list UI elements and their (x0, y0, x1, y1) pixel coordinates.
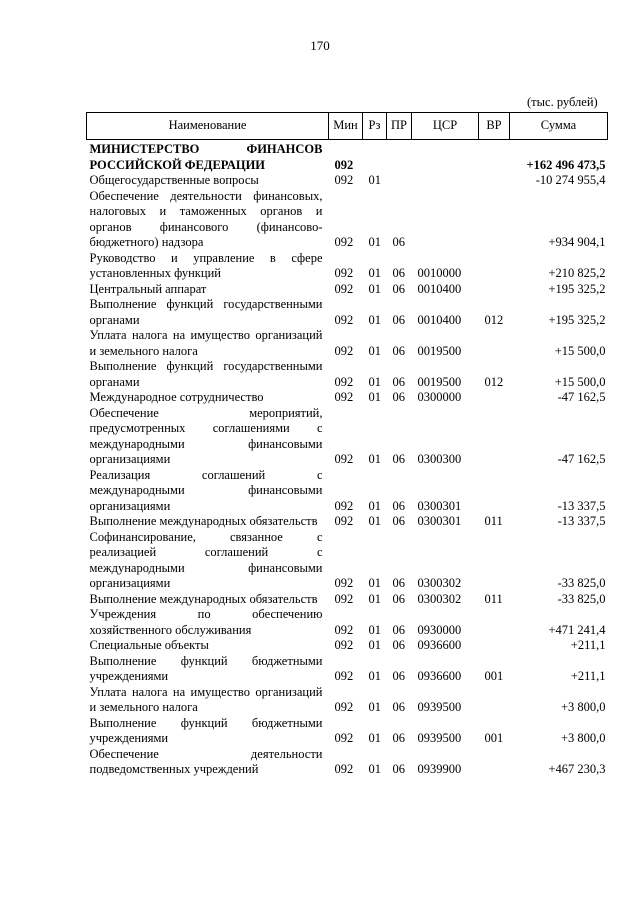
table-cell-name: Уплата налога на имущество организаций и земельного налога (89, 328, 323, 358)
table-cell-name: Реализация соглашений с международными финансовыми организациями (89, 467, 323, 513)
page-number: 170 (310, 38, 330, 53)
table-body (87, 140, 608, 778)
table-cell-vr: 001 (484, 669, 504, 683)
budget-table (86, 112, 608, 778)
table-cell-sum: -33 825,0 (557, 576, 606, 590)
table-cell-min: 092 (334, 173, 354, 187)
table-cell-rz: 01 (368, 514, 381, 528)
table-row (87, 390, 608, 406)
table-cell-rz: 01 (368, 638, 381, 652)
table-cell-min: 092 (334, 700, 354, 714)
table-row (87, 251, 608, 282)
table-cell-name: Выполнение функций государственными органами (89, 359, 323, 389)
table-row (87, 530, 608, 592)
table-cell-sum: +15 500,0 (554, 343, 606, 358)
table-cell-pr: 06 (392, 762, 405, 776)
table-cell-name: Выполнение международных обязательств (89, 514, 318, 528)
table-row (87, 297, 608, 328)
table-cell-sum: +211,1 (570, 638, 606, 652)
table-cell-sum: -47 162,5 (557, 390, 606, 404)
table-cell-pr: 06 (392, 576, 405, 590)
table-cell-min: 092 (334, 452, 354, 466)
table-cell-sum: +3 800,0 (560, 731, 606, 745)
table-cell-csr: 0300300 (417, 452, 462, 466)
table-cell-csr: 0010400 (417, 312, 462, 327)
table-cell-rz: 01 (368, 700, 381, 714)
table-cell-sum: +211,1 (570, 669, 606, 683)
table-cell-rz: 01 (368, 343, 381, 358)
table-cell-csr: 0939500 (417, 731, 462, 745)
table-cell-rz: 01 (368, 374, 381, 389)
table-cell-pr: 06 (392, 312, 405, 327)
table-cell-min: 092 (334, 390, 354, 404)
table-cell-name: Специальные объекты (89, 638, 209, 652)
table-cell-pr: 06 (392, 266, 405, 280)
table-cell-name: Уплата налога на имущество организаций и земельного налога (89, 684, 323, 714)
table-cell-name: Учреждения по обеспечению хозяйственного обслуживания (89, 607, 323, 637)
table-row (87, 607, 608, 638)
table-cell-name: Выполнение функций бюджетными учреждениями (89, 715, 323, 745)
table-cell-sum: +162 496 473,5 (526, 157, 606, 172)
table-cell-vr (479, 328, 510, 359)
header-vr: ВР (479, 113, 510, 140)
table-row (87, 514, 608, 530)
table-cell-min: 092 (334, 235, 354, 249)
table-cell-name: Обеспечение деятельности финансовых, налоговых и таможенных органов и органов финансового (финансово-бюджетного) надзора (89, 188, 323, 249)
table-cell-rz: 01 (368, 390, 381, 404)
table-cell-pr (387, 173, 412, 189)
table-cell-name: Обеспечение мероприятий, предусмотренных соглашениями с международными финансовыми организациями (89, 405, 323, 466)
table-cell-min: 092 (334, 591, 354, 606)
table-cell-sum: +934 904,1 (548, 235, 606, 249)
header-min: Мин (329, 113, 363, 140)
table-cell-name: Общегосударственные вопросы (89, 173, 259, 187)
table-cell-pr: 06 (392, 452, 405, 466)
table-cell-pr: 06 (392, 514, 405, 528)
table-cell-pr: 06 (392, 669, 405, 683)
table-cell-rz: 01 (368, 498, 381, 513)
table-cell-rz: 01 (368, 173, 381, 187)
table-cell-csr (412, 173, 479, 189)
table-row (87, 716, 608, 747)
table-cell-csr: 0300000 (417, 390, 462, 404)
table-cell-vr (479, 685, 510, 716)
table-cell-vr: 001 (484, 731, 504, 745)
table-row (87, 747, 608, 778)
table-cell-min: 092 (334, 731, 354, 745)
table-cell-pr: 06 (392, 281, 405, 296)
table-cell-pr: 06 (392, 374, 405, 389)
table-cell-sum: -10 274 955,4 (535, 173, 606, 187)
table-cell-vr: 012 (484, 374, 504, 389)
header-rz: Рз (363, 113, 387, 140)
table-cell-sum: +210 825,2 (548, 266, 606, 280)
table-cell-csr: 0300302 (417, 576, 462, 590)
table-cell-sum: +195 325,2 (548, 312, 606, 327)
table-row (87, 359, 608, 390)
table-cell-rz: 01 (368, 622, 381, 637)
table-cell-vr (479, 189, 510, 251)
table-cell-pr (387, 140, 412, 174)
table-cell-sum: -47 162,5 (557, 452, 606, 466)
table-row (87, 406, 608, 468)
table-cell-csr: 0936600 (417, 638, 462, 652)
table-cell-csr: 0010000 (417, 266, 462, 280)
table-cell-csr (412, 140, 479, 174)
table-cell-vr (479, 468, 510, 515)
table-cell-csr: 0010400 (417, 281, 462, 296)
table-cell-sum: -13 337,5 (557, 514, 606, 528)
table-cell-name: Софинансирование, связанное с реализацией соглашений с международными финансовыми организациями (89, 529, 323, 590)
table-cell-vr (479, 638, 510, 654)
table-cell-sum: -13 337,5 (557, 498, 606, 513)
table-cell-csr: 0930000 (417, 622, 462, 637)
table-cell-name: Выполнение функций государственными органами (89, 297, 323, 327)
header-sum: Сумма (510, 113, 608, 140)
table-cell-min: 092 (334, 576, 354, 590)
table-cell-min: 092 (334, 343, 354, 358)
table-cell-vr (479, 140, 510, 174)
table-cell-pr: 06 (392, 343, 405, 358)
table-cell-pr: 06 (392, 700, 405, 714)
table-row (87, 638, 608, 654)
table-cell-csr: 0300302 (417, 591, 462, 606)
table-cell-pr: 06 (392, 622, 405, 637)
table-cell-min: 092 (334, 498, 354, 513)
table-cell-name: Международное сотрудничество (89, 390, 264, 404)
table-cell-vr (479, 173, 510, 189)
table-cell-rz: 01 (368, 669, 381, 683)
table-cell-csr: 0019500 (417, 343, 462, 358)
table-row (87, 140, 608, 174)
table-cell-name: МИНИСТЕРСТВО ФИНАНСОВ РОССИЙСКОЙ ФЕДЕРАЦИИ (89, 142, 323, 172)
table-cell-rz: 01 (368, 312, 381, 327)
table-cell-min: 092 (334, 669, 354, 683)
table-cell-rz (363, 140, 387, 174)
table-cell-pr: 06 (392, 498, 405, 513)
table-cell-rz: 01 (368, 762, 381, 776)
table-cell-name: Руководство и управление в сфере установленных функций (89, 250, 323, 280)
table-cell-rz: 01 (368, 266, 381, 280)
table-cell-min: 092 (334, 514, 354, 528)
table-row (87, 173, 608, 189)
table-cell-pr: 06 (392, 731, 405, 745)
table-cell-rz: 01 (368, 591, 381, 606)
header-csr: ЦСР (412, 113, 479, 140)
table-cell-vr (479, 251, 510, 282)
table-cell-min: 092 (334, 762, 354, 776)
table-cell-vr: 011 (484, 514, 503, 528)
table-cell-csr: 0300301 (417, 498, 462, 513)
table-cell-vr: 011 (484, 591, 503, 606)
table-cell-sum: +15 500,0 (554, 374, 606, 389)
table-header-row (87, 113, 608, 140)
table-cell-min: 092 (334, 266, 354, 280)
table-cell-csr: 0019500 (417, 374, 462, 389)
table-cell-vr (479, 530, 510, 592)
table-cell-sum: +3 800,0 (560, 700, 606, 714)
table-cell-vr (479, 747, 510, 778)
table-cell-sum: +467 230,3 (548, 762, 606, 776)
table-cell-vr (479, 607, 510, 638)
table-cell-sum: +471 241,4 (548, 622, 606, 637)
units-label: (тыс. рублей) (527, 95, 598, 109)
header-name: Наименование (87, 113, 329, 140)
table-cell-vr (479, 282, 510, 298)
table-cell-rz: 01 (368, 731, 381, 745)
table-cell-pr: 06 (392, 591, 405, 606)
table-cell-name: Центральный аппарат (89, 281, 207, 296)
table-cell-vr (479, 390, 510, 406)
table-cell-csr (412, 189, 479, 251)
table-cell-name: Выполнение функций бюджетными учреждениями (89, 653, 323, 683)
table-row (87, 189, 608, 251)
table-cell-min: 092 (334, 622, 354, 637)
table-cell-csr: 0939500 (417, 700, 462, 714)
table-cell-pr: 06 (392, 390, 405, 404)
table-row (87, 685, 608, 716)
table-row (87, 592, 608, 608)
header-pr: ПР (387, 113, 412, 140)
table-cell-csr: 0939900 (417, 762, 462, 776)
table-cell-rz: 01 (368, 281, 381, 296)
table-cell-csr: 0300301 (417, 514, 462, 528)
table-cell-sum: -33 825,0 (557, 591, 606, 606)
table-cell-vr (479, 406, 510, 468)
table-cell-min: 092 (334, 157, 354, 172)
table-row (87, 328, 608, 359)
table-row (87, 282, 608, 298)
table-cell-name: Выполнение международных обязательств (89, 591, 318, 606)
table-cell-min: 092 (334, 281, 354, 296)
table-cell-sum: +195 325,2 (548, 281, 606, 296)
table-cell-pr: 06 (392, 638, 405, 652)
table-cell-rz: 01 (368, 235, 381, 249)
table-cell-name: Обеспечение деятельности подведомственных учреждений (89, 746, 323, 776)
table-cell-rz: 01 (368, 452, 381, 466)
table-row (87, 468, 608, 515)
table-cell-vr: 012 (484, 312, 504, 327)
table-row (87, 654, 608, 685)
table-cell-min: 092 (334, 638, 354, 652)
table-cell-rz: 01 (368, 576, 381, 590)
table-cell-csr: 0936600 (417, 669, 462, 683)
table-cell-min: 092 (334, 312, 354, 327)
table-cell-pr: 06 (392, 235, 405, 249)
table-cell-min: 092 (334, 374, 354, 389)
